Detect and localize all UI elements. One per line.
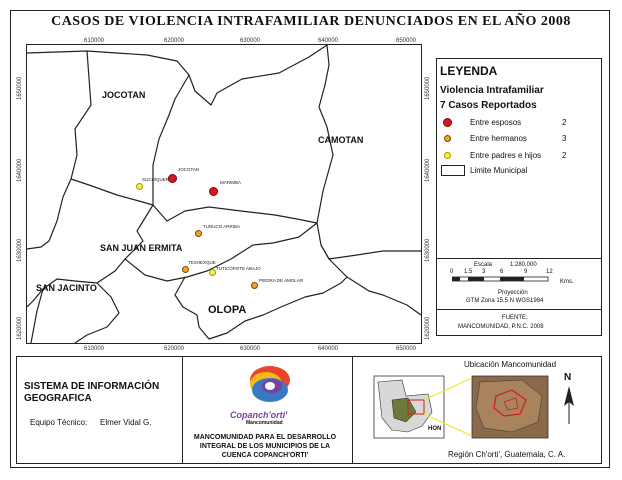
map-title: CASOS DE VIOLENCIA INTRAFAMILIAR DENUNCIADOS EN EL AÑO 2008	[51, 14, 571, 29]
source-title: FUENTE:	[502, 315, 528, 321]
location-caption: Región Ch'orti', Guatemala, C. A.	[448, 450, 566, 459]
scale-tick: 6	[500, 269, 504, 275]
point-label-tunuco-arriba: TUNUCO ARRIBA	[203, 224, 241, 229]
scale-tick: 1.5	[464, 269, 473, 275]
x-tick-top: 640000	[318, 38, 339, 44]
y-tick-left: 1640000	[17, 158, 23, 182]
mancomunidad-text: MANCOMUNIDAD PARA EL DESARROLLO INTEGRAL DE LOS MUNICIPIOS DE LA CUENCA COPANCH'ORTI'	[193, 434, 337, 459]
legend-divider	[436, 258, 602, 259]
mancomunidad-logo	[244, 362, 294, 410]
legend-label-hermanos: Entre hermanos	[470, 134, 527, 143]
north-arrow-icon	[562, 386, 576, 426]
legend-count-esposos: 2	[562, 118, 567, 127]
municipal-boundaries	[27, 45, 421, 343]
x-tick-top: 650000	[396, 38, 417, 44]
team-name: Elmer Vidal G.	[100, 418, 152, 427]
point-teshexque	[182, 266, 189, 273]
legend-title: LEYENDA	[440, 64, 498, 78]
team-label: Equipo Técnico:	[30, 418, 88, 427]
x-tick-bottom: 610000	[84, 346, 105, 352]
y-tick-left: 1620000	[17, 316, 23, 340]
legend-subtitle: Violencia Intrafamiliar	[440, 85, 544, 96]
municipality-label-camotan: CAMOTAN	[318, 135, 364, 145]
point-label-suchiquer: SUCHIQUER	[142, 177, 170, 182]
point-label-marimba: MARIMBA	[220, 180, 242, 185]
x-tick-bottom: 630000	[240, 346, 261, 352]
source-value: MANCOMUNIDAD, P.N.C. 2008	[458, 324, 544, 330]
north-label: N	[564, 372, 572, 383]
y-tick-left: 1650000	[17, 76, 23, 100]
x-tick-bottom: 650000	[396, 346, 417, 352]
inset-map	[372, 372, 552, 442]
x-tick-top: 620000	[164, 38, 185, 44]
municipality-label-jocotan: JOCOTAN	[102, 90, 146, 100]
point-label-teshexque: TESHEXQUE	[188, 260, 216, 265]
municipality-label-san-jacinto: SAN JACINTO	[36, 283, 97, 293]
y-tick-left: 1630000	[17, 238, 23, 262]
legend-case-count: 7 Casos Reportados	[440, 100, 537, 111]
scale-tick: 3	[482, 269, 486, 275]
scale-tick: 12	[546, 269, 553, 275]
scale-title: Escala	[474, 262, 493, 268]
x-tick-top: 610000	[84, 38, 105, 44]
point-piedra-de-amolar	[251, 282, 258, 289]
point-label-piedra-de-amolar: PIEDRA DE AMOLAR	[259, 278, 304, 283]
legend-label-esposos: Entre esposos	[470, 118, 522, 127]
point-marimba	[209, 187, 218, 196]
legend-symbol-hermanos	[444, 135, 451, 142]
footer-divider	[182, 356, 183, 464]
logo-text: Copanch'orti'	[230, 410, 288, 420]
inset-label-hon: HON	[428, 426, 442, 432]
legend-symbol-esposos	[443, 118, 452, 127]
scale-tick: 0	[450, 269, 454, 275]
legend-symbol-boundary	[441, 165, 465, 176]
logo-subtext: Mancomunidad	[246, 420, 283, 426]
y-tick-right: 1630000	[425, 238, 431, 262]
point-label-jocotan: JOCOTAN	[178, 167, 200, 172]
legend-label-boundary: Limite Municipal	[470, 166, 528, 175]
y-tick-right: 1620000	[425, 316, 431, 340]
footer-divider	[352, 356, 353, 464]
legend-count-padres-hijos: 2	[562, 151, 567, 160]
legend-symbol-padres-hijos	[444, 152, 451, 159]
scale-ratio: 1:280,000	[510, 262, 537, 268]
legend-label-padres-hijos: Entre padres e hijos	[470, 151, 542, 160]
system-title: SISTEMA DE INFORMACIÓN GEOGRAFICA	[24, 381, 160, 404]
point-label-tuticopote-abajo: TUTICOPOTE ABAJO	[216, 266, 261, 271]
point-jocotan	[168, 174, 177, 183]
municipality-label-san-juan-ermita: SAN JUAN ERMITA	[100, 243, 183, 253]
x-tick-bottom: 620000	[164, 346, 185, 352]
legend-divider	[436, 309, 602, 310]
scale-bar	[452, 276, 562, 284]
y-tick-right: 1640000	[425, 158, 431, 182]
y-tick-right: 1650000	[425, 76, 431, 100]
point-tuticopote-abajo	[209, 269, 216, 276]
scale-unit: Kms.	[560, 279, 574, 285]
point-suchiquer	[136, 183, 143, 190]
point-tunuco-arriba	[195, 230, 202, 237]
projection-value: GTM Zona 15.5 N WGS1984	[466, 298, 544, 304]
municipality-label-olopa: OLOPA	[208, 304, 247, 316]
map-area	[26, 44, 422, 344]
legend-count-hermanos: 3	[562, 134, 567, 143]
x-tick-bottom: 640000	[318, 346, 339, 352]
scale-tick: 9	[524, 269, 528, 275]
projection-title: Proyección	[498, 290, 528, 296]
location-title: Ubicación Mancomunidad	[464, 360, 557, 369]
x-tick-top: 630000	[240, 38, 261, 44]
